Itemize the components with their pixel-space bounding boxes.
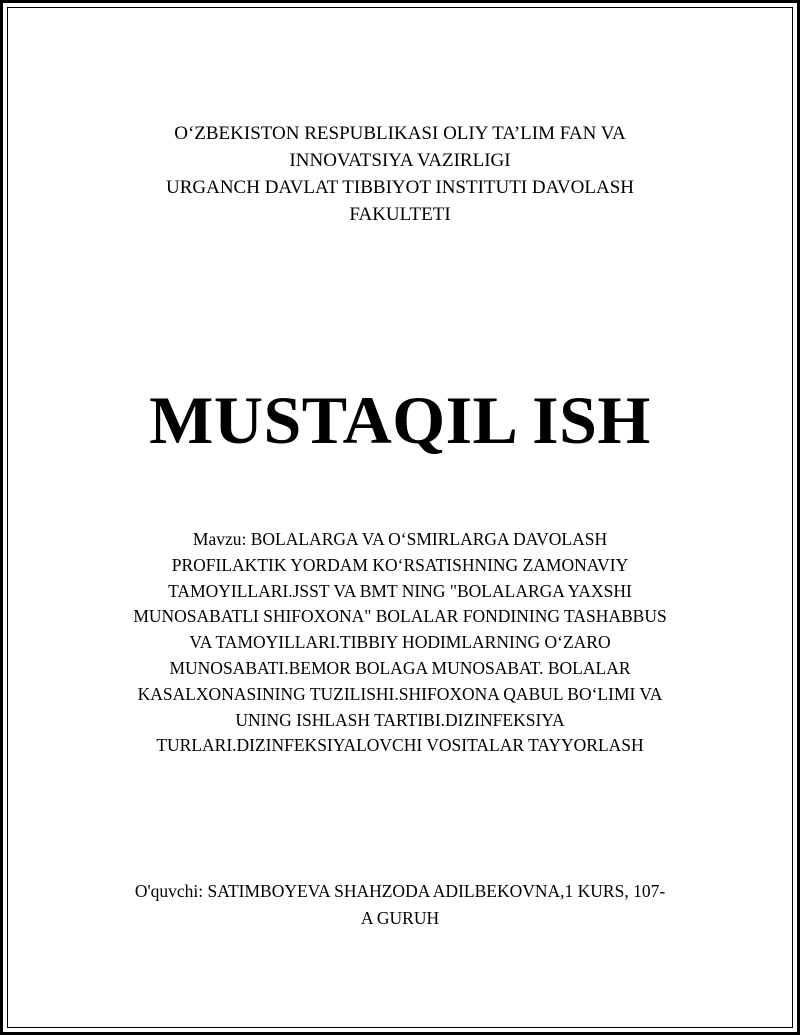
- student-line: O'quvchi: SATIMBOYEVA SHAHZODA ADILBEKOVNA,1 KURS, 107-: [134, 881, 666, 901]
- institution-header: [100, 120, 700, 228]
- topic-line: KASALXONASINING TUZILISHI.SHIFOXONA QABUL BO‘LIMI VA: [137, 683, 663, 704]
- student-line: A GURUH: [360, 908, 440, 928]
- student-info: [100, 878, 700, 932]
- header-line: O‘ZBEKISTON RESPUBLIKASI OLIY TA’LIM FAN VA: [174, 123, 626, 144]
- header-line: INNOVATSIYA VAZIRLIGI: [289, 150, 511, 171]
- topic-line: MUNOSABATI.BEMOR BOLAGA MUNOSABAT. BOLALAR: [169, 657, 631, 678]
- document-title: MUSTAQIL ISH: [149, 382, 651, 458]
- topic-line: TURLARI.DIZINFEKSIYALOVCHI VOSITALAR TAYYORLASH: [156, 735, 644, 756]
- topic-line: Mavzu: BOLALARGA VA O‘SMIRLARGA DAVOLASH: [192, 529, 608, 549]
- topic-line: VA TAMOYILLARI.TIBBIY HODIMLARNING O‘ZARO: [189, 632, 611, 653]
- topic-line: MUNOSABATLI SHIFOXONA" BOLALAR FONDINING TASHABBUS: [133, 606, 667, 627]
- topic-paragraph: [100, 527, 700, 759]
- topic-line: PROFILAKTIK YORDAM KO‘RSATISHNING ZAMONAVIY: [171, 554, 629, 575]
- header-line: URGANCH DAVLAT TIBBIYOT INSTITUTI DAVOLASH: [166, 177, 634, 198]
- topic-line: TAMOYILLARI.JSST VA BMT NING "BOLALARGA YAXSHI: [168, 580, 632, 601]
- header-line: FAKULTETI: [349, 204, 451, 225]
- topic-line: UNING ISHLASH TARTIBI.DIZINFEKSIYA: [235, 709, 565, 730]
